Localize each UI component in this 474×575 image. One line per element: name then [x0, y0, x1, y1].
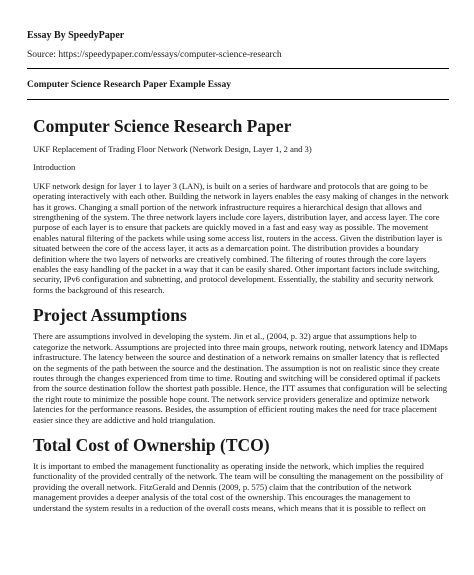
section-heading-tco: Total Cost of Ownership (TCO) — [33, 434, 270, 455]
source-line: Source: https://speedypaper.com/essays/computer-science-research — [27, 50, 282, 60]
divider — [27, 99, 449, 100]
article-subtitle: UKF Replacement of Trading Floor Network (Network Design, Layer 1, 2 and 3) — [33, 144, 312, 154]
intro-paragraph: UKF network design for layer 1 to layer 3 (LAN), is built on a series of hardware and protocols that are going to be operating interactively with each other. Building the network in layers enables the easy making of changes in the network has it grows. Changing a small portion of the network infrastructure requires a hierarchical design that allows and strengthening of the system. The three network layers include core layers, distribution layer, and access layer. The core purpose of each layer is to ensure that packets are quickly moved in a fast and easy way as possible. The movement enables natural filtering of the packets while using some access list, routers in the access. Given the distribution layer is situated between the core of the access layer, it acts as a demarcation point. The distribution provides a boundary definition where the two layers of networks are creatively combined. The filtering of routes through the core layers enables the easy handling of the packet in a way that it can be easily shared. Other important factors include switching, security, IPv6 configuration and subnetting, and protocol development. Essentially, the stability and security network forms the background of this research. — [33, 180, 449, 295]
document-title: Computer Science Research Paper Example Essay — [27, 80, 231, 90]
section-heading-assumptions: Project Assumptions — [33, 305, 187, 326]
article-body — [33, 116, 449, 513]
assumptions-paragraph: There are assumptions involved in developing the system. Jin et al., (2004, p. 32) argue that assumptions help to categorize the network. Assumptions are projected into three main groups, network routing, network latency and IDMaps infrastructure. The latency between the source and destination of a network remains on smaller latency that is reflected on the segments of the path between the source and the destination. The assumption is not on realistic since they create routes through the changes experienced from time to time. Routing and switching will be considered optimal if packets from the source destination follow the shortest path possible. Hence, the ITT assumes that configuration will be selecting the right route to minimize the possible hope count. The network service providers generalize and optimize network latencies for the performance reasons. Besides, the assumption of efficient routing makes the need for trace placement easier since they are addictive and hold triangulation. — [33, 331, 448, 425]
site-title: Essay By SpeedyPaper — [27, 30, 125, 41]
intro-heading: Introduction — [33, 162, 76, 173]
tco-paragraph: It is important to embed the management functionality as operating inside the network, which implies the required functionality of the provided centrally of the network. The team will be consulting the management on the possibility of providing the overall network. FitzGerald and Dennis (2009, p. 575) claim that the contribution of the network management provides a deeper analysis of the total cost of the ownership. This encourages the management to understand the system results in a reduction of the overall costs means, which means that it is possible to reflect on — [33, 460, 444, 513]
divider — [27, 68, 449, 69]
article-title: Computer Science Research Paper — [33, 116, 292, 136]
